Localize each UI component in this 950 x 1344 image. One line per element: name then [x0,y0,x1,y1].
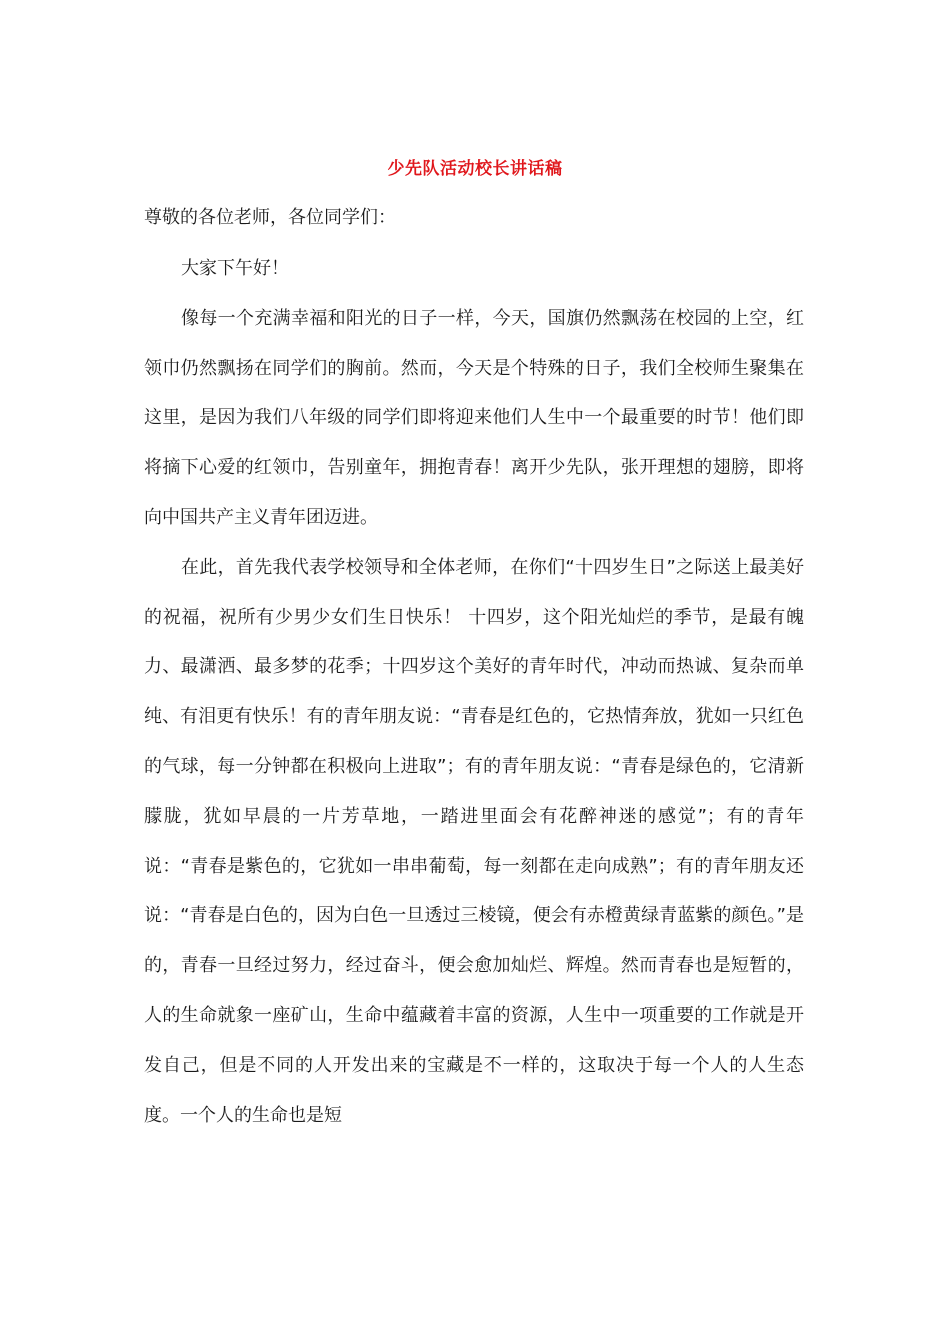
document-title: 少先队活动校长讲话稿 [387,159,563,179]
paragraph: 在此，首先我代表学校领导和全体老师，在你们“十四岁生日”之际送上最美好的祝福，祝所有少男少女们生日快乐！ 十四岁，这个阳光灿烂的季节，是最有魄力、最潇洒、最多梦的花季；十四岁这个美好的青年时代，冲动而热诚、复杂而单纯、有泪更有快乐！有的青年朋友说：“青春是红色的，它热情奔放，犹如一只红色的气球，每一分钟都在积极向上进取”；有的青年朋友说：“青春是绿色的，它清新朦胧，犹如早晨的一片芳草地，一踏进里面会有花醉神迷的感觉”；有的青年说：“青春是紫色的，它犹如一串串葡萄，每一刻都在走向成熟”；有的青年朋友还说：“青春是白色的，因为白色一旦透过三棱镜，便会有赤橙黄绿青蓝紫的颜色。”是的，青春一旦经过努力，经过奋斗，便会愈加灿烂、辉煌。然而青春也是短暂的，人的生命就象一座矿山，生命中蕴藏着丰富的资源，人生中一项重要的工作就是开发自己，但是不同的人开发出来的宝藏是不一样的，这取决于每一个人的人生态度。一个人的生命也是短 [144,556,804,1126]
paragraph-greeting: 大家下午好！ [181,258,289,279]
document-body [144,244,804,1140]
paragraph: 像每一个充满幸福和阳光的日子一样，今天，国旗仍然飘荡在校园的上空，红领巾仍然飘扬在同学们的胸前。然而，今天是个特殊的日子，我们全校师生聚集在这里，是因为我们八年级的同学们即将迎来他们人生中一个最重要的时节！他们即将摘下心爱的红领巾，告别童年，拥抱青春！离开少先队，张开理想的翅膀，即将向中国共产主义青年团迈进。 [144,307,804,528]
salutation: 尊敬的各位老师，各位同学们： [144,207,396,228]
